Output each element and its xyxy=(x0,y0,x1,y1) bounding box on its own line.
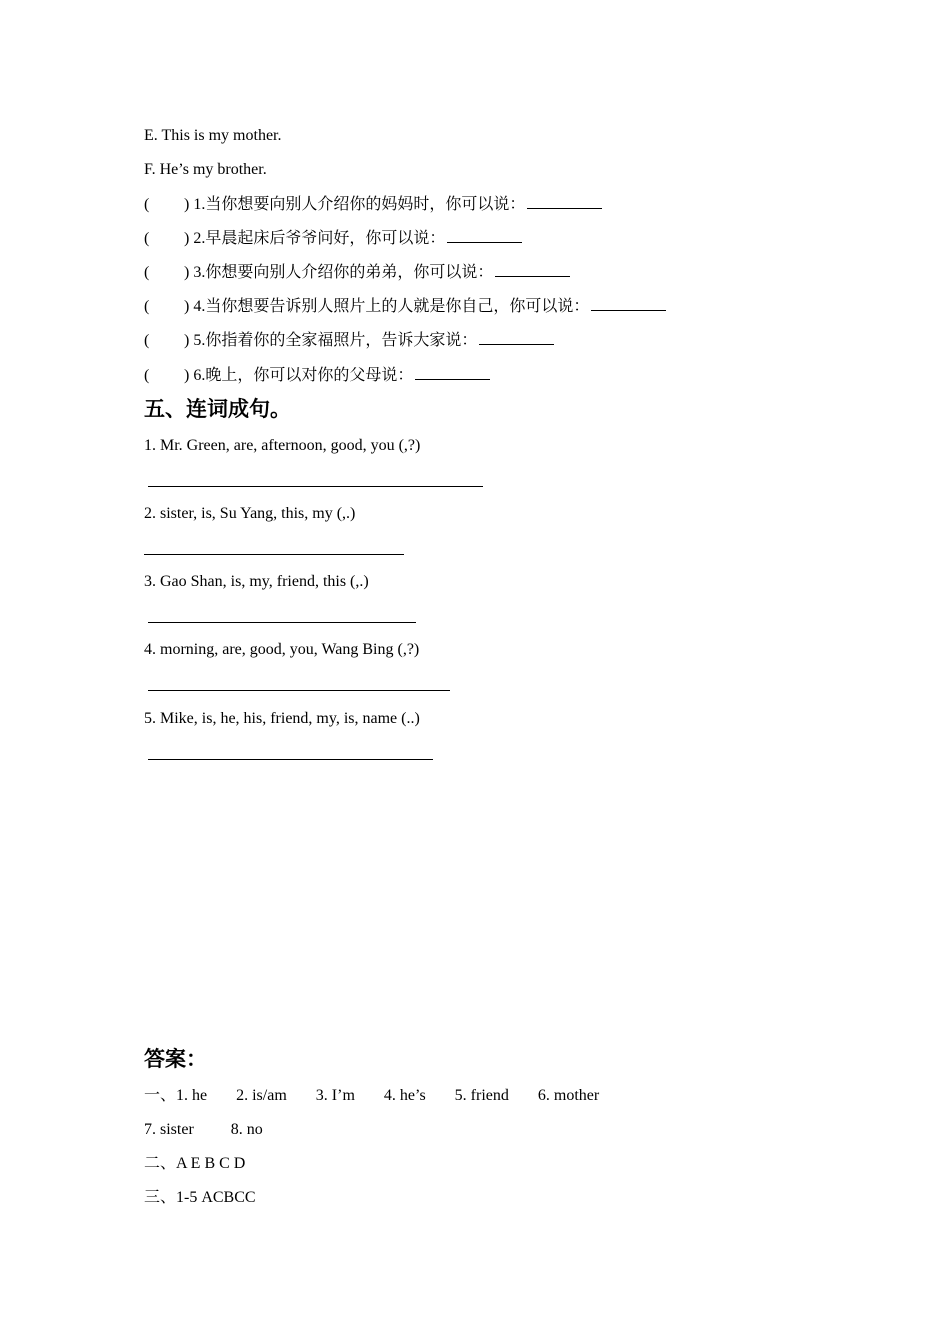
option-f: F. He’s my brother. xyxy=(144,161,267,178)
paren-open: ( xyxy=(144,367,150,384)
answers-row-2 xyxy=(144,1120,263,1140)
matching-item-4 xyxy=(144,296,666,317)
answer-line-2[interactable] xyxy=(144,554,404,555)
section5-item-5: 5. Mike, is, he, his, friend, my, is, name (..) xyxy=(144,710,420,727)
option-e: E. This is my mother. xyxy=(144,127,282,144)
answer-item: 2. is/am xyxy=(236,1087,287,1104)
answer-line-5[interactable] xyxy=(148,759,433,760)
answer-item: 5. friend xyxy=(454,1087,509,1104)
paren-open: ( xyxy=(144,298,150,315)
section5-item-3: 3. Gao Shan, is, my, friend, this (,.) xyxy=(144,573,369,590)
answer-item: 7. sister xyxy=(144,1121,194,1138)
answer-blank[interactable] xyxy=(447,228,522,243)
answer-item: 6. mother xyxy=(537,1087,600,1104)
matching-item-text: 2.早晨起床后爷爷问好，你可以说： xyxy=(193,230,446,247)
paren-close: ) xyxy=(184,367,190,384)
answers-row-3: 二、A E B C D xyxy=(144,1155,246,1172)
answer-blank[interactable] xyxy=(479,330,554,345)
section5-item-1: 1. Mr. Green, are, afternoon, good, you (,?) xyxy=(144,437,421,454)
section5-item-2: 2. sister, is, Su Yang, this, my (,.) xyxy=(144,505,356,522)
answer-paren[interactable] xyxy=(144,195,184,215)
matching-item-text: 1.当你想要向别人介绍你的妈妈时，你可以说： xyxy=(193,196,526,213)
paren-open: ( xyxy=(144,264,150,281)
paren-close: ) xyxy=(184,298,190,315)
answer-blank[interactable] xyxy=(495,262,570,277)
section5-title: 五、连词成句。 xyxy=(144,397,291,421)
paren-open: ( xyxy=(144,332,150,349)
answer-item: 4. he’s xyxy=(383,1087,426,1104)
answer-line-1[interactable] xyxy=(148,486,483,487)
paren-close: ) xyxy=(184,332,190,349)
matching-item-text: 3.你想要向别人介绍你的弟弟，你可以说： xyxy=(193,264,494,281)
answer-blank[interactable] xyxy=(527,194,602,209)
matching-item-text: 4.当你想要告诉别人照片上的人就是你自己，你可以说： xyxy=(193,298,590,315)
answer-blank[interactable] xyxy=(415,365,490,380)
answers-row-4: 三、1-5 ACBCC xyxy=(144,1189,256,1206)
matching-item-text: 6.晚上，你可以对你的父母说： xyxy=(193,367,414,384)
answers-row-1 xyxy=(144,1086,599,1106)
answer-blank[interactable] xyxy=(591,296,666,311)
answers-title: 答案： xyxy=(144,1047,207,1071)
answer-paren[interactable] xyxy=(144,366,184,386)
answer-paren[interactable] xyxy=(144,229,184,249)
paren-close: ) xyxy=(184,230,190,247)
matching-item-6 xyxy=(144,365,490,386)
matching-item-2 xyxy=(144,228,522,249)
answer-item: 一、1. he xyxy=(144,1087,208,1104)
paren-close: ) xyxy=(184,196,190,213)
answer-item: 8. no xyxy=(230,1121,263,1138)
answer-paren[interactable] xyxy=(144,331,184,351)
matching-item-text: 5.你指着你的全家福照片，告诉大家说： xyxy=(193,332,478,349)
section5-item-4: 4. morning, are, good, you, Wang Bing (,?) xyxy=(144,641,420,658)
answer-item: 3. I’m xyxy=(315,1087,355,1104)
paren-close: ) xyxy=(184,264,190,281)
matching-item-5 xyxy=(144,330,554,351)
paren-open: ( xyxy=(144,230,150,247)
matching-item-1 xyxy=(144,194,602,215)
answer-line-4[interactable] xyxy=(148,690,450,691)
matching-item-3 xyxy=(144,262,570,283)
answer-paren[interactable] xyxy=(144,263,184,283)
paren-open: ( xyxy=(144,196,150,213)
answer-line-3[interactable] xyxy=(148,622,416,623)
answer-paren[interactable] xyxy=(144,297,184,317)
